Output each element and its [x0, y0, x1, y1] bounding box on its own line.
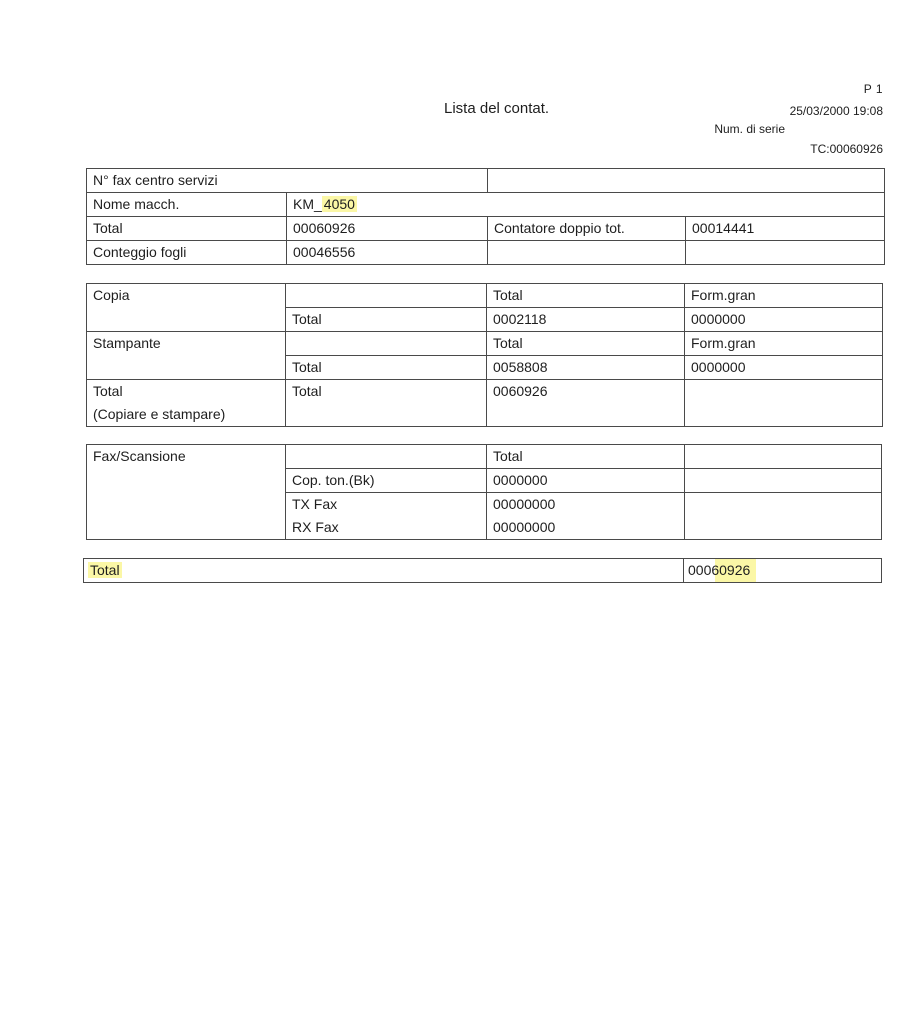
fax-header-total: Total	[487, 445, 685, 469]
table-row	[87, 380, 883, 427]
empty-cell	[87, 356, 286, 380]
copy-total-value: 0002118	[487, 308, 685, 332]
combined-total-sublabel: Total	[286, 380, 487, 427]
empty-cell	[686, 241, 885, 265]
table-row	[87, 284, 883, 308]
machine-total-value: 00060926	[287, 217, 488, 241]
empty-cell	[87, 308, 286, 332]
combined-total-label-line1: Total	[93, 383, 123, 399]
empty-cell	[286, 332, 487, 356]
machine-name-prefix: KM_	[293, 196, 322, 212]
machine-name-label: Nome macch.	[87, 193, 287, 217]
rx-fax-label: RX Fax	[286, 516, 487, 540]
machine-info-table	[86, 168, 885, 265]
table-row	[87, 217, 885, 241]
copy-label: Copia	[87, 284, 286, 308]
copy-large-format-value: 0000000	[685, 308, 883, 332]
empty-cell	[685, 469, 882, 493]
double-counter-label: Contatore doppio tot.	[488, 217, 686, 241]
machine-model-highlight: 4050	[323, 196, 355, 212]
serial-number-label: Num. di serie	[714, 122, 785, 136]
sheet-count-label: Conteggio fogli	[87, 241, 287, 265]
page-number: P 1	[863, 82, 883, 96]
table-row	[87, 241, 885, 265]
empty-cell	[488, 241, 686, 265]
table-row	[87, 332, 883, 356]
printer-header-total: Total	[487, 332, 685, 356]
fax-service-value	[488, 169, 885, 193]
sheet-count-value: 00046556	[287, 241, 488, 265]
table-row	[87, 193, 885, 217]
rx-fax-value: 00000000	[487, 516, 685, 540]
copy-total-label: Total	[286, 308, 487, 332]
grand-total-label-highlight: Total	[90, 562, 120, 578]
toner-label: Cop. ton.(Bk)	[286, 469, 487, 493]
copy-print-table	[86, 283, 883, 427]
machine-total-label: Total	[87, 217, 287, 241]
serial-number-value: TC:00060926	[810, 142, 883, 156]
table-row	[87, 356, 883, 380]
tx-fax-value: 00000000	[487, 493, 685, 517]
grand-total-value-highlight: 00060926	[688, 559, 756, 582]
table-row	[84, 559, 882, 583]
empty-cell	[685, 516, 882, 540]
empty-cell	[685, 380, 883, 427]
printer-total-value: 0058808	[487, 356, 685, 380]
copy-header-large-format: Form.gran	[685, 284, 883, 308]
empty-cell	[685, 493, 882, 517]
print-datetime: 25/03/2000 19:08	[789, 104, 883, 118]
table-row	[87, 169, 885, 193]
printer-total-label: Total	[286, 356, 487, 380]
toner-value: 0000000	[487, 469, 685, 493]
tx-fax-label: TX Fax	[286, 493, 487, 517]
double-counter-value: 00014441	[686, 217, 885, 241]
combined-total-label	[87, 380, 286, 427]
grand-total-value	[684, 559, 882, 583]
combined-total-label-line2: (Copiare e stampare)	[93, 406, 226, 422]
printer-header-large-format: Form.gran	[685, 332, 883, 356]
fax-service-label: N° fax centro servizi	[87, 169, 488, 193]
combined-total-value: 0060926	[487, 380, 685, 427]
machine-name-value	[287, 193, 885, 217]
empty-cell	[286, 284, 487, 308]
grand-total-table	[83, 558, 882, 583]
fax-scan-label: Fax/Scansione	[87, 445, 286, 540]
document-title: Lista del contat.	[444, 100, 550, 117]
printer-label: Stampante	[87, 332, 286, 356]
fax-scan-table	[86, 444, 882, 540]
empty-cell	[685, 445, 882, 469]
printer-large-format-value: 0000000	[685, 356, 883, 380]
grand-total-label	[84, 559, 684, 583]
empty-cell	[286, 445, 487, 469]
table-row	[87, 445, 882, 469]
table-row	[87, 308, 883, 332]
copy-header-total: Total	[487, 284, 685, 308]
